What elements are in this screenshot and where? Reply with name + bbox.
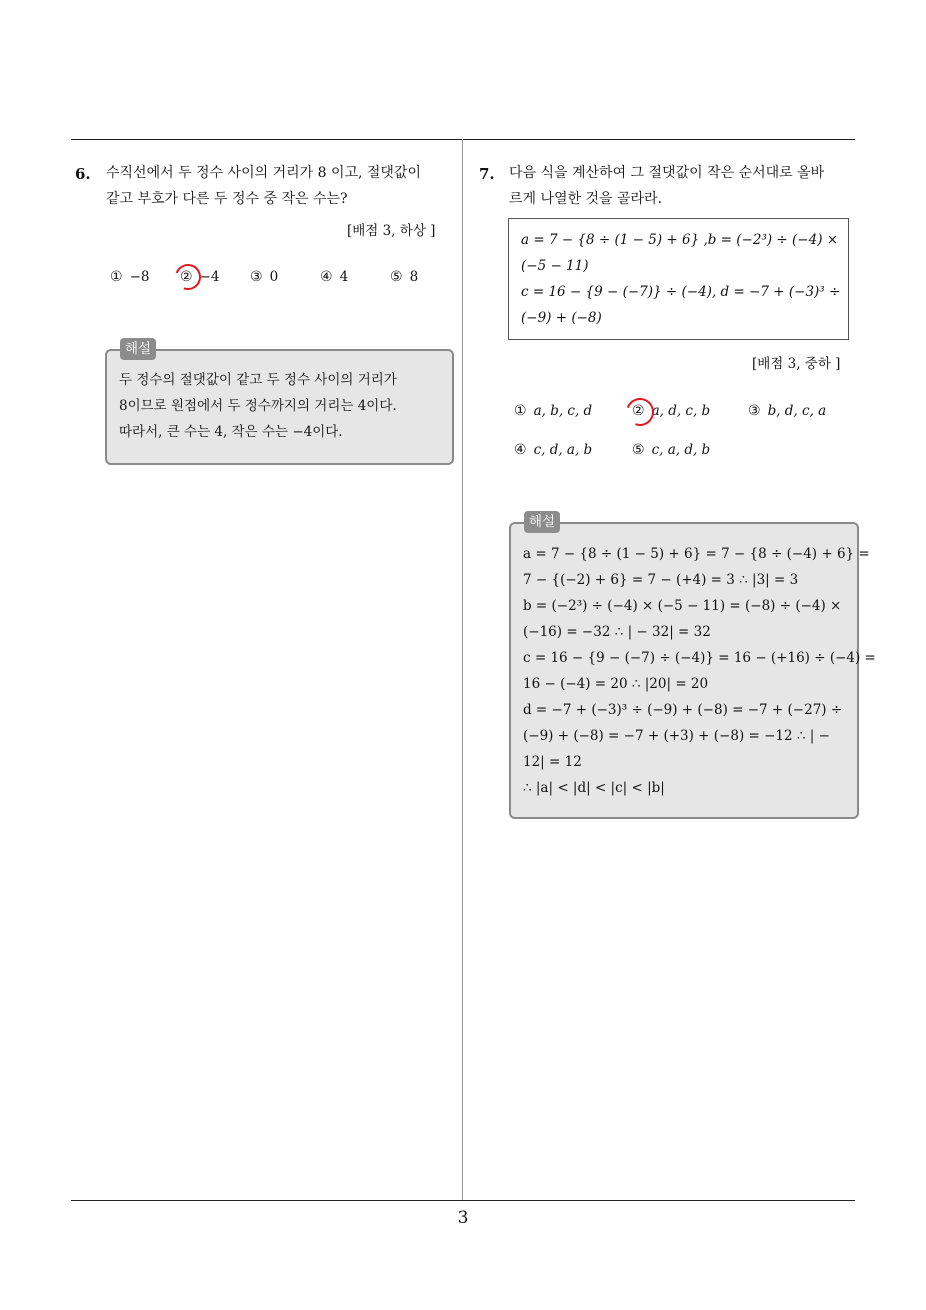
q7-choice-3[interactable] bbox=[748, 403, 826, 419]
top-rule bbox=[71, 139, 855, 140]
choice-text: b, d, c, a bbox=[767, 403, 827, 419]
q7-formula-line3: c = 16 − {9 − (−7)} ÷ (−4), d = −7 + (−3)³ ÷ bbox=[521, 284, 841, 300]
q6-question-text bbox=[106, 160, 456, 212]
q7-expl-line3: b = (−2³) ÷ (−4) × (−5 − 11) = (−8) ÷ (−4) × bbox=[523, 598, 842, 614]
q6-number: 6. bbox=[75, 165, 91, 183]
q7-expl-line10: ∴ |a| < |d| < |c| < |b| bbox=[523, 780, 665, 796]
q7-explanation-text bbox=[523, 541, 876, 801]
q7-explanation-tag: 해설 bbox=[524, 511, 560, 533]
choice-text: c, a, d, b bbox=[651, 442, 711, 458]
q7-explanation-box bbox=[509, 522, 876, 819]
q6-explanation-tag: 해설 bbox=[120, 338, 156, 360]
q7-formula-line4: (−9) + (−8) bbox=[521, 310, 602, 326]
q6-choice-4[interactable] bbox=[320, 269, 348, 285]
choice-number: ⑤ bbox=[390, 269, 403, 285]
column-divider bbox=[462, 139, 463, 1200]
q7-expl-line4: (−16) = −32 ∴ | − 32| = 32 bbox=[523, 624, 711, 640]
choice-text: c, d, a, b bbox=[533, 442, 593, 458]
choice-number: ④ bbox=[514, 442, 527, 458]
q7-text-line2: 르게 나열한 것을 골라라. bbox=[509, 191, 663, 207]
choice-number: ① bbox=[514, 403, 527, 419]
choice-text: 0 bbox=[269, 269, 279, 285]
q7-formula-line2: (−5 − 11) bbox=[521, 258, 589, 274]
q7-expl-line9: 12| = 12 bbox=[523, 754, 582, 770]
choice-text: a, d, c, b bbox=[651, 403, 711, 419]
q6-explanation-box bbox=[105, 349, 454, 465]
q7-formula-line1: a = 7 − {8 ÷ (1 − 5) + 6} ,b = (−2³) ÷ (−4) × bbox=[521, 232, 839, 248]
choice-text: 8 bbox=[409, 269, 419, 285]
q7-expl-line6: 16 − (−4) = 20 ∴ |20| = 20 bbox=[523, 676, 709, 692]
q6-expl-line1: 두 정수의 절댓값이 같고 두 정수 사이의 거리가 bbox=[119, 372, 397, 388]
q6-score: [배점 3, 하상 ] bbox=[347, 223, 436, 239]
choice-number: ① bbox=[110, 269, 123, 285]
q6-expl-line2: 8이므로 원점에서 두 정수까지의 거리는 4이다. bbox=[119, 398, 397, 414]
choice-number: ⑤ bbox=[632, 442, 645, 458]
q7-answer-mark-circle bbox=[621, 393, 658, 430]
choice-number: ③ bbox=[748, 403, 761, 419]
choice-number: ② bbox=[632, 403, 645, 419]
q6-text-line1: 수직선에서 두 정수 사이의 거리가 8 이고, 절댓값이 bbox=[106, 165, 421, 181]
choice-text: −4 bbox=[199, 269, 220, 285]
q7-score: [배점 3, 중하 ] bbox=[752, 356, 841, 372]
q7-choice-1[interactable] bbox=[514, 403, 592, 419]
q7-number: 7. bbox=[479, 165, 495, 183]
q6-expl-line3: 따라서, 큰 수는 4, 작은 수는 −4이다. bbox=[119, 424, 343, 440]
page-number: 3 bbox=[457, 1208, 469, 1228]
q6-choice-3[interactable] bbox=[250, 269, 278, 285]
q7-question-text bbox=[509, 160, 859, 212]
choice-text: a, b, c, d bbox=[533, 403, 593, 419]
q7-text-line1: 다음 식을 계산하여 그 절댓값이 작은 순서대로 올바 bbox=[509, 165, 825, 181]
q7-choice-4[interactable] bbox=[514, 442, 592, 458]
bottom-rule bbox=[71, 1200, 855, 1201]
q7-expl-line7: d = −7 + (−3)³ ÷ (−9) + (−8) = −7 + (−27) ÷ bbox=[523, 702, 843, 718]
q6-answer-mark-circle bbox=[171, 260, 206, 295]
choice-text: −8 bbox=[129, 269, 150, 285]
q7-expl-line1: a = 7 − {8 ÷ (1 − 5) + 6} = 7 − {8 ÷ (−4) + 6} = bbox=[523, 546, 870, 562]
q7-formula-text bbox=[521, 227, 840, 331]
q7-formula-box bbox=[508, 218, 849, 340]
q7-expl-line5: c = 16 − {9 − (−7) ÷ (−4)} = 16 − (+16) ÷ (−4) = bbox=[523, 650, 876, 666]
choice-number: ④ bbox=[320, 269, 333, 285]
q6-choice-5[interactable] bbox=[390, 269, 418, 285]
choice-text: 4 bbox=[339, 269, 349, 285]
q7-expl-line8: (−9) + (−8) = −7 + (+3) + (−8) = −12 ∴ | − bbox=[523, 728, 830, 744]
choice-number: ② bbox=[180, 269, 193, 285]
q6-explanation-text bbox=[119, 367, 397, 445]
q6-text-line2: 같고 부호가 다른 두 정수 중 작은 수는? bbox=[106, 191, 348, 207]
q7-expl-line2: 7 − {(−2) + 6} = 7 − (+4) = 3 ∴ |3| = 3 bbox=[523, 572, 799, 588]
q6-choice-1[interactable] bbox=[110, 269, 149, 285]
q7-choice-5[interactable] bbox=[632, 442, 710, 458]
choice-number: ③ bbox=[250, 269, 263, 285]
